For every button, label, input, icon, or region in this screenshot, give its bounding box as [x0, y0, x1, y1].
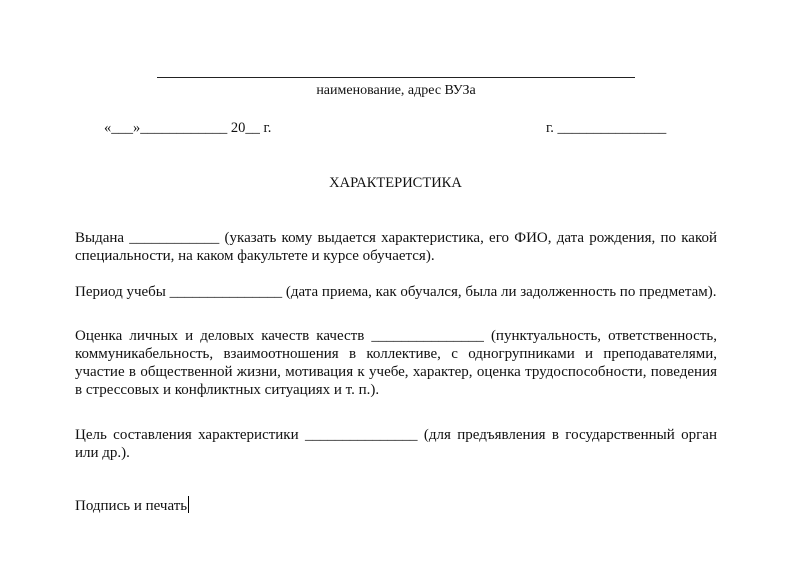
text-cursor: [188, 496, 189, 513]
date-field: «___»____________ 20__ г.: [104, 120, 272, 136]
university-name-line: [157, 77, 635, 78]
paragraph-study-period: Период учебы _______________ (дата приема, как обучался, была ли задолженность по предметам).: [75, 284, 717, 300]
paragraph-purpose: Цель составления характеристики _______________ (для предъявления в государственный орган или др.).: [75, 427, 717, 461]
city-field: г. _______________: [546, 120, 667, 136]
university-caption: наименование, адрес ВУЗа: [316, 83, 476, 98]
signature-line[interactable]: [75, 496, 189, 515]
signature-label: Подпись и печать: [75, 498, 188, 514]
paragraph-qualities: Оценка личных и деловых качеств качеств _______________ (пунктуальность, ответственность, коммуникабельность, взаимоотношения в коллективе, с одногрупниками и преподавателями, участие в общественной жизни, мотивация к учебе, характер, оценка трудоспособности, поведения в стрессовых и конфликтных ситуациях и т. п.).: [75, 328, 717, 398]
paragraph-issued-to: Выдана ____________ (указать кому выдается характеристика, его ФИО, дата рождения, по какой специальности, на каком факультете и курсе обучается).: [75, 230, 717, 264]
document-title: ХАРАКТЕРИСТИКА: [329, 175, 462, 191]
